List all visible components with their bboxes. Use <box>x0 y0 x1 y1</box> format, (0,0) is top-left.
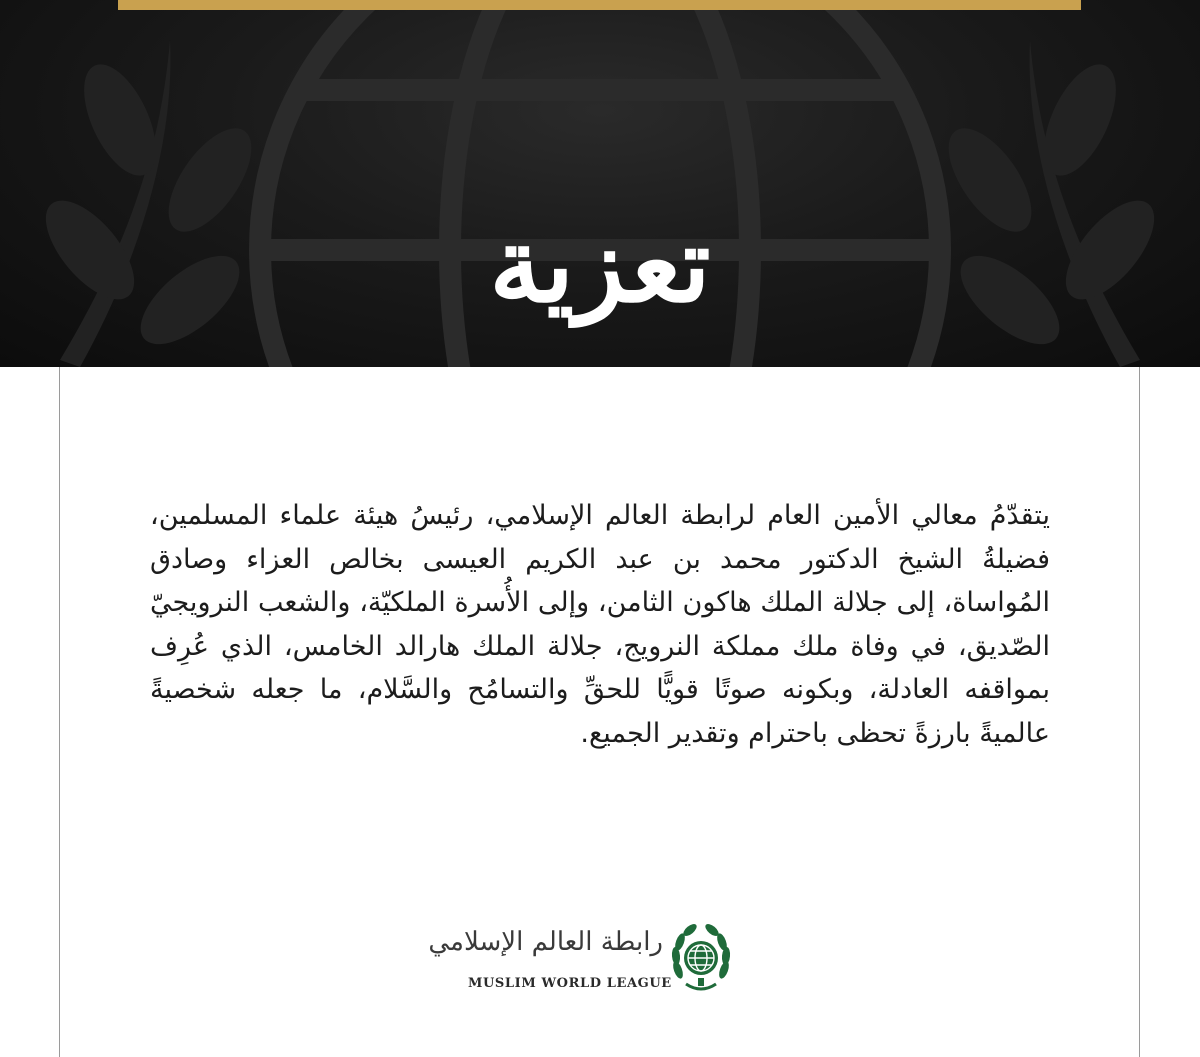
muslim-world-league-logo <box>428 920 738 1002</box>
gold-accent-bar <box>118 0 1081 10</box>
logo-arabic-name: رابطة العالم الإسلامي <box>428 927 663 957</box>
header-banner <box>0 0 1200 367</box>
condolence-message: يتقدّمُ معالي الأمين العام لرابطة العالم الإسلامي، رئيسُ هيئة علماء المسلمين، فضيلةُ الشيخ الدكتور محمد بن عبد الكريم العيسى بخالص العزاء وصادق المُواساة، إلى جلالة الملك هاكون الثامن، وإلى الأُسرة الملكيّة، والشعب النرويجيّ الصّديق، في وفاة ملك مملكة النرويج، جلالة الملك هارالد الخامس، الذي عُرِف بمواقفه العادلة، وبكونه صوتًا قويًّا للحقِّ والتسامُح والسَّلام، ما جعله شخصيةً عالميةً بارزةً تحظى باحترام وتقدير الجميع. <box>150 500 1050 749</box>
logo-english-name: MUSLIM WORLD LEAGUE <box>468 976 672 991</box>
page-title: تعزية <box>489 203 711 326</box>
globe-wreath-icon <box>668 922 734 998</box>
